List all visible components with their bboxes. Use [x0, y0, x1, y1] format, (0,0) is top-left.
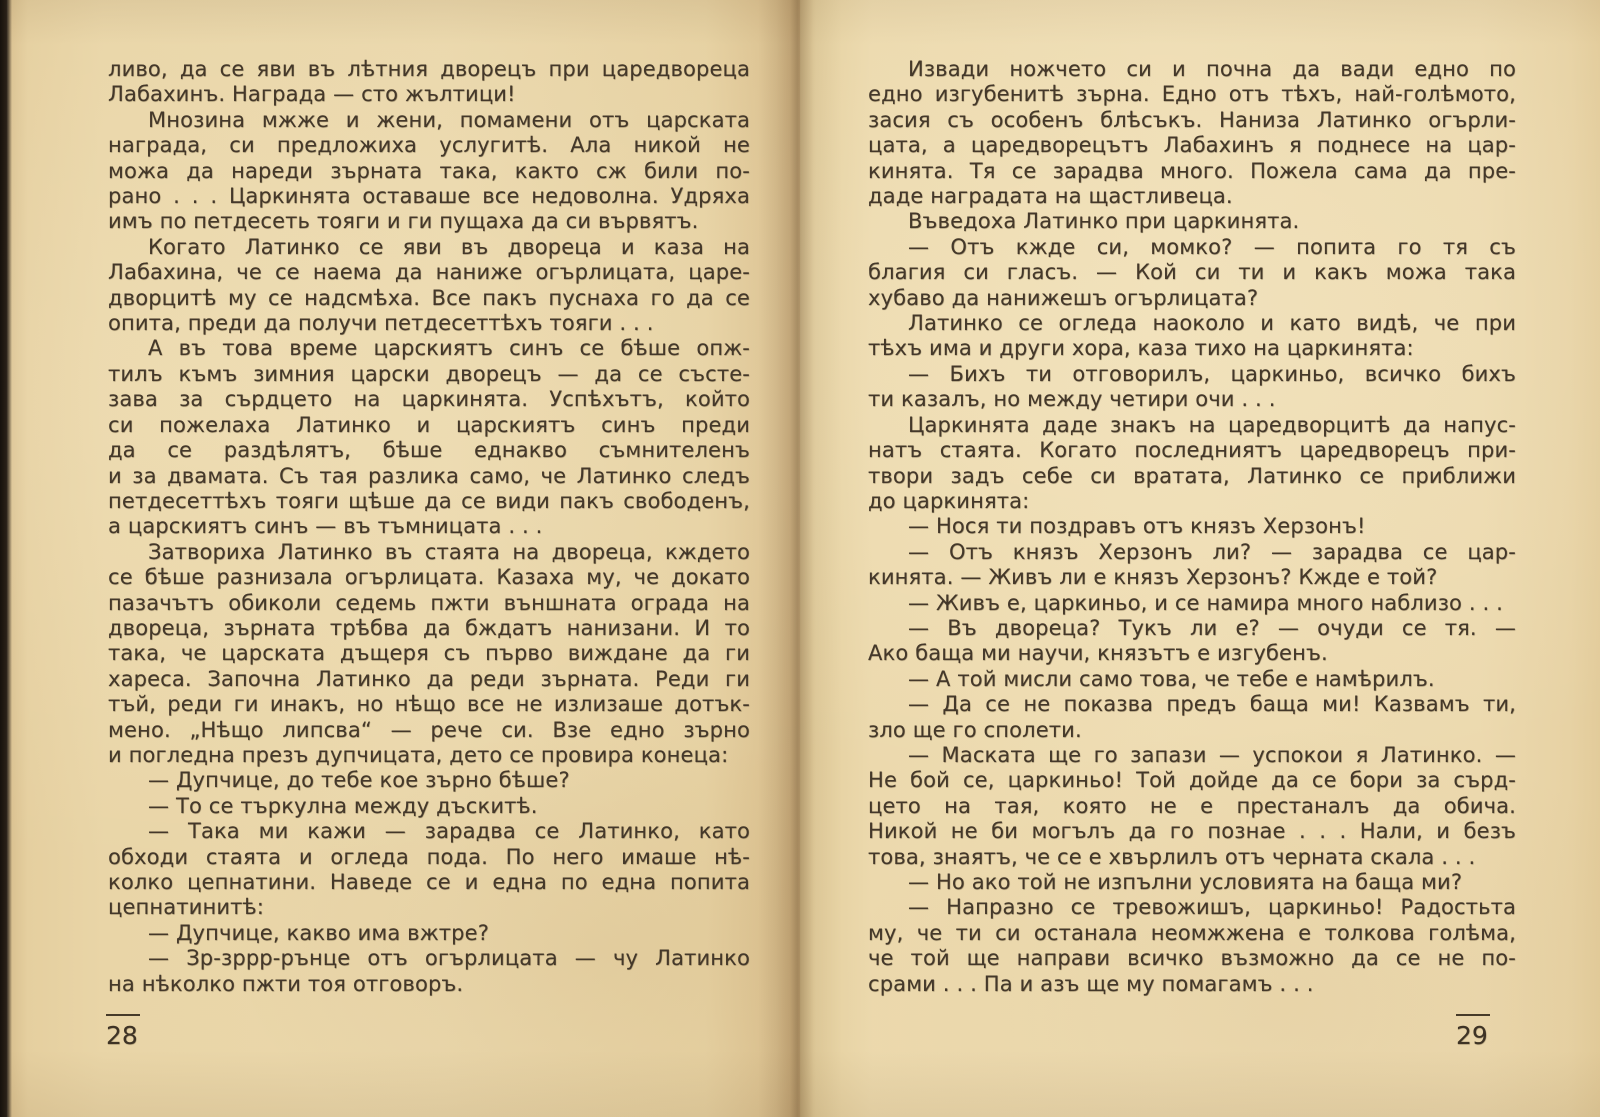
text-line: Въведоха Латинко при царкинята. — [908, 209, 1300, 234]
text-line: цето на тая, която не е престаналъ да обича. — [868, 793, 1516, 818]
text-line: зло ще го сполети. — [868, 717, 1082, 742]
text-line: Царкинята даде знакъ на царедворцитѣ да напус- — [908, 412, 1516, 437]
text-line: имъ по петдесеть тояги и ги пущаха да си вървятъ. — [108, 209, 699, 234]
text-line: — Да се не показва предъ баща ми! Казвамъ ти, — [908, 692, 1516, 717]
text-line: кинята. Тя се зарадва много. Пожела сама да пре- — [868, 158, 1516, 183]
left-page-text — [108, 57, 750, 997]
text-line: му, че ти си останала неомжжена е толкова голѣма, — [868, 920, 1516, 945]
text-line: — Бихъ ти отговорилъ, царкиньо, всичко бихъ — [908, 361, 1516, 386]
text-line: Никой не би могълъ да го познае . . . Нали, и безъ — [868, 819, 1516, 844]
text-line: ливо, да се яви въ лѣтния дворецъ при царедвореца — [108, 57, 750, 81]
text-line: награда, си предложиха услугитѣ. Ала никой не — [108, 133, 750, 158]
text-line: петдесеттѣхъ тояги щѣше да се види пакъ свободенъ, — [108, 488, 750, 513]
text-line: да се раздѣлятъ, бѣше еднакво съмнителенъ — [108, 438, 750, 463]
text-line: — Но ако той не изпълни условията на баща ми? — [908, 870, 1463, 894]
text-line: ти казалъ, но между четири очи . . . — [868, 387, 1276, 412]
text-line: Затвориха Латинко въ стаята на двореца, кждето — [148, 539, 750, 564]
text-line: — Отъ кжде си, момко? — попита го тя съ — [908, 234, 1516, 259]
text-line: тѣхъ има и други хора, каза тихо на царкинята: — [868, 336, 1414, 361]
text-line: тъй, реди ги инакъ, но нѣщо все не излизаше дотък- — [108, 692, 750, 717]
text-line: цата, а царедворецътъ Лабахинъ я поднесе на цар- — [868, 133, 1516, 158]
page-number-label: 29 — [1456, 1014, 1490, 1050]
text-line: до царкинята: — [868, 488, 1030, 513]
text-line: кинята. — Живъ ли е князъ Херзонъ? Кжде е той? — [868, 565, 1438, 590]
text-line: натъ стаята. Когато последниятъ царедворецъ при- — [868, 438, 1516, 463]
text-line: — Напразно се тревожишъ, царкиньо! Радостьта — [908, 895, 1516, 920]
text-line: — Въ двореца? Тукъ ли е? — очуди се тя. — — [908, 615, 1516, 640]
page-edge-left — [0, 0, 12, 1117]
text-line: тилъ къмъ зимния царски дворецъ — да се състе- — [108, 361, 750, 386]
text-line: хубаво да нанижешъ огърлицата? — [868, 285, 1259, 310]
text-line: Ако баща ми научи, князътъ е изгубенъ. — [868, 641, 1328, 666]
text-line: рано . . . Царкинята оставаше все недоволна. Удряха — [108, 184, 750, 209]
text-line: пазачътъ обиколи седемь пжти външната ограда на — [108, 590, 750, 615]
text-line: и погледна презъ дупчицата, дето се провира конеца: — [108, 742, 729, 767]
text-line: хареса. Започна Латинко да реди зърната. Реди ги — [108, 666, 750, 691]
text-line: срами . . . Па и азъ ще му помагамъ . . . — [868, 971, 1314, 996]
text-line: мено. „Нѣщо липсва“ — рече си. Взе едно зърно — [108, 717, 750, 742]
text-line: — Зр-зррр-рънце отъ огърлицата — чу Латинко — [148, 946, 750, 971]
text-line: дворцитѣ му се надсмѣха. Все пакъ пуснаха го да се — [108, 285, 750, 310]
text-line: Лабахинъ. Награда — сто жълтици! — [108, 82, 516, 107]
text-line: опита, преди да получи петдесеттѣхъ тояги . . . — [108, 311, 654, 336]
text-line: можа да нареди зърната така, както сж били по- — [108, 158, 750, 183]
text-line: — Маската ще го запази — успокои я Латинко. — — [908, 742, 1516, 767]
text-line: А въ това време царскиятъ синъ се бѣше опж- — [148, 336, 750, 361]
right-page-text — [868, 57, 1516, 997]
text-line: колко цепнатини. Наведе се и една по една попита — [108, 870, 750, 894]
text-line: — Дупчице, до тебе кое зърно бѣше? — [148, 768, 570, 793]
text-line: Мнозина мжже и жени, помамени отъ царската — [148, 107, 750, 132]
text-line: — А той мисли само това, че тебе е намѣрилъ. — [908, 666, 1435, 691]
gutter-shadow — [758, 0, 842, 1117]
text-line: благия си гласъ. — Кой си ти и какъ можа така — [868, 260, 1516, 285]
text-line: а царскиятъ синъ — въ тъмницата . . . — [108, 514, 543, 539]
text-line: Лабахина, че се наема да наниже огърлицата, царе- — [108, 260, 750, 285]
text-line: зава за сърдцето на царкинята. Успѣхътъ, който — [108, 387, 750, 412]
right-page-number — [1456, 1014, 1490, 1050]
text-line: на нѣколко пжти тоя отговоръ. — [108, 971, 464, 996]
text-line: — Дупчице, какво има вжтре? — [148, 920, 490, 945]
text-line: Не бой се, царкиньо! Той дойде да се бори за сърд- — [868, 768, 1516, 793]
text-line: едно изгубенитѣ зърна. Едно отъ тѣхъ, най-голѣмото, — [868, 82, 1516, 107]
text-line: — Живъ е, царкиньо, и се намира много наблизо . . . — [908, 590, 1503, 615]
left-page-number — [106, 1014, 140, 1050]
text-line: и за двамата. Съ тая разлика само, че Латинко следъ — [108, 463, 750, 488]
text-line: цепнатинитѣ: — [108, 895, 265, 920]
text-line: твори задъ себе си вратата, Латинко се приближи — [868, 463, 1516, 488]
text-line: двореца, зърната трѣбва да бждатъ нанизани. И то — [108, 615, 750, 640]
text-line: — Нося ти поздравъ отъ князъ Херзонъ! — [908, 514, 1366, 539]
text-line: си пожелаха Латинко и царскиятъ синъ преди — [108, 412, 750, 437]
text-line: че той ще направи всичко възможно да се не по- — [868, 946, 1516, 971]
text-line: обходи стаята и огледа пода. По него имаше нѣ- — [108, 844, 750, 869]
text-line: Извади ножчето си и почна да вади едно по — [908, 57, 1516, 81]
text-line: Когато Латинко се яви въ двореца и каза на — [148, 234, 750, 259]
text-line: Латинко се огледа наоколо и като видѣ, че при — [908, 311, 1516, 336]
text-line: това, знаятъ, че се е хвърлилъ отъ черната скала . . . — [868, 844, 1476, 869]
left-page — [8, 0, 800, 1117]
page-number-label: 28 — [106, 1014, 140, 1050]
right-page — [800, 0, 1600, 1117]
text-line: — То се търкулна между дъскитѣ. — [148, 793, 538, 818]
text-line: — Отъ князъ Херзонъ ли? — зарадва се цар- — [908, 539, 1516, 564]
text-line: се бѣше разнизала огърлицата. Казаха му, че докато — [108, 565, 750, 590]
text-line: даде наградата на щастливеца. — [868, 184, 1233, 209]
text-line: така, че царската дъщеря съ първо виждане да ги — [108, 641, 750, 666]
text-line: засия съ особенъ блѣсъкъ. Наниза Латинко огърли- — [868, 107, 1516, 132]
text-line: — Така ми кажи — зарадва се Латинко, като — [148, 819, 750, 844]
